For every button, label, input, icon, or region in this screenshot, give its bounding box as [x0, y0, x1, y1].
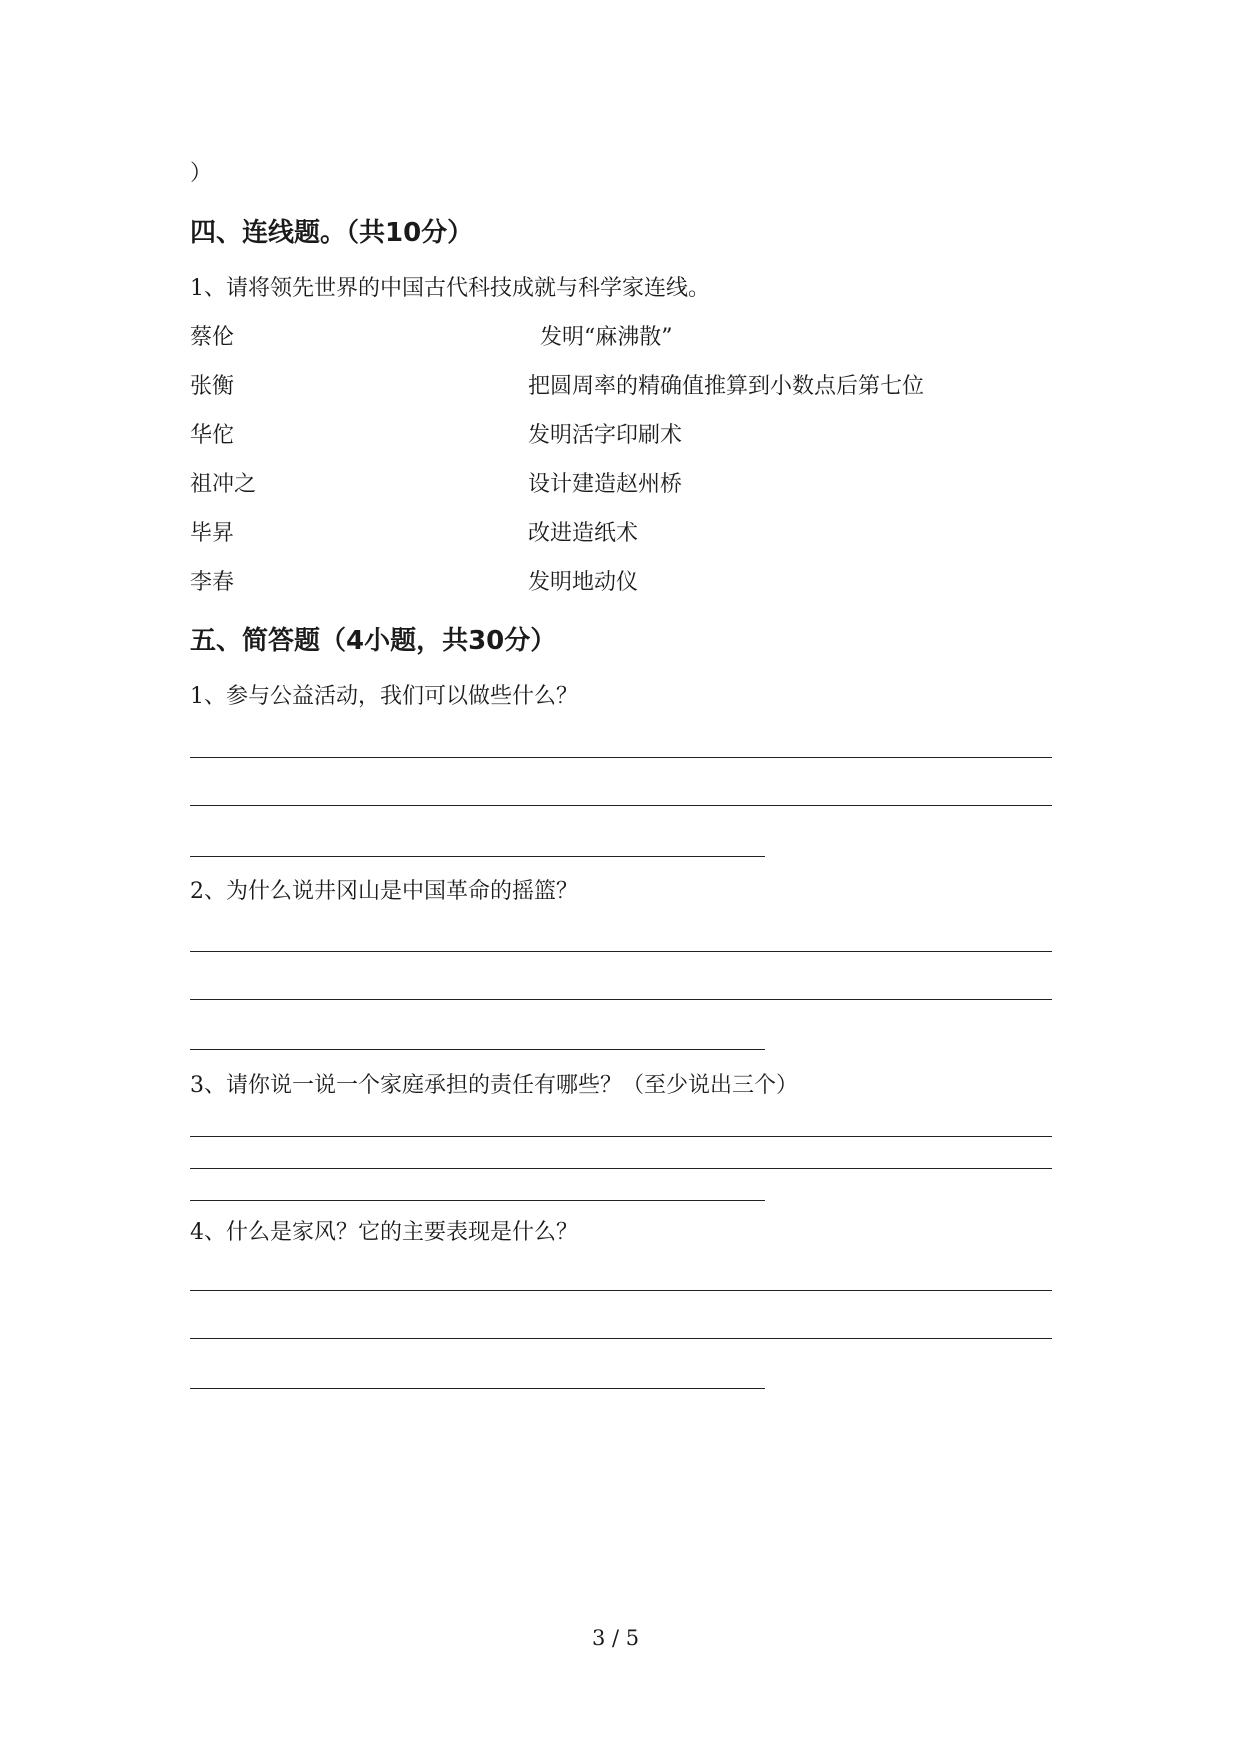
scientist-name: 张衡	[190, 374, 235, 399]
short-answer-question: 2、为什么说井冈山是中国革命的摇篮？	[190, 879, 578, 904]
short-answer-question: 1、参与公益活动，我们可以做些什么？	[190, 684, 578, 709]
answer-line	[190, 1388, 765, 1389]
scientist-name: 蔡伦	[190, 325, 235, 350]
achievement-item: 设计建造赵州桥	[528, 472, 683, 497]
scientist-name: 李春	[190, 570, 235, 595]
answer-line	[190, 805, 1052, 806]
achievement-item: 改进造纸术	[528, 521, 639, 546]
scientist-name: 华佗	[190, 423, 235, 448]
section-5-heading: 五、简答题（4小题，共30分）	[190, 626, 557, 656]
achievement-item: 发明“麻沸散”	[540, 325, 673, 350]
achievement-item: 发明地动仪	[528, 570, 639, 595]
short-answer-question: 4、什么是家风？它的主要表现是什么？	[190, 1220, 578, 1245]
answer-line	[190, 1338, 1052, 1339]
page-number: 3 / 5	[592, 1626, 640, 1650]
answer-line	[190, 1136, 1052, 1137]
scientist-name: 祖冲之	[190, 472, 257, 497]
answer-line	[190, 999, 1052, 1000]
answer-line	[190, 1200, 765, 1201]
answer-line	[190, 1049, 765, 1050]
answer-line	[190, 757, 1052, 758]
previous-question-closing-paren: ）	[190, 161, 213, 186]
section-4-heading: 四、连线题。（共10分）	[190, 218, 474, 248]
answer-line	[190, 1168, 1052, 1169]
scientist-name: 毕昇	[190, 521, 235, 546]
answer-line	[190, 951, 1052, 952]
achievement-item: 把圆周率的精确值推算到小数点后第七位	[528, 374, 925, 399]
matching-question: 1、请将领先世界的中国古代科技成就与科学家连线。	[190, 276, 710, 301]
answer-line	[190, 856, 765, 857]
answer-line	[190, 1290, 1052, 1291]
short-answer-question: 3、请你说一说一个家庭承担的责任有哪些？（至少说出三个）	[190, 1073, 798, 1098]
achievement-item: 发明活字印刷术	[528, 423, 683, 448]
